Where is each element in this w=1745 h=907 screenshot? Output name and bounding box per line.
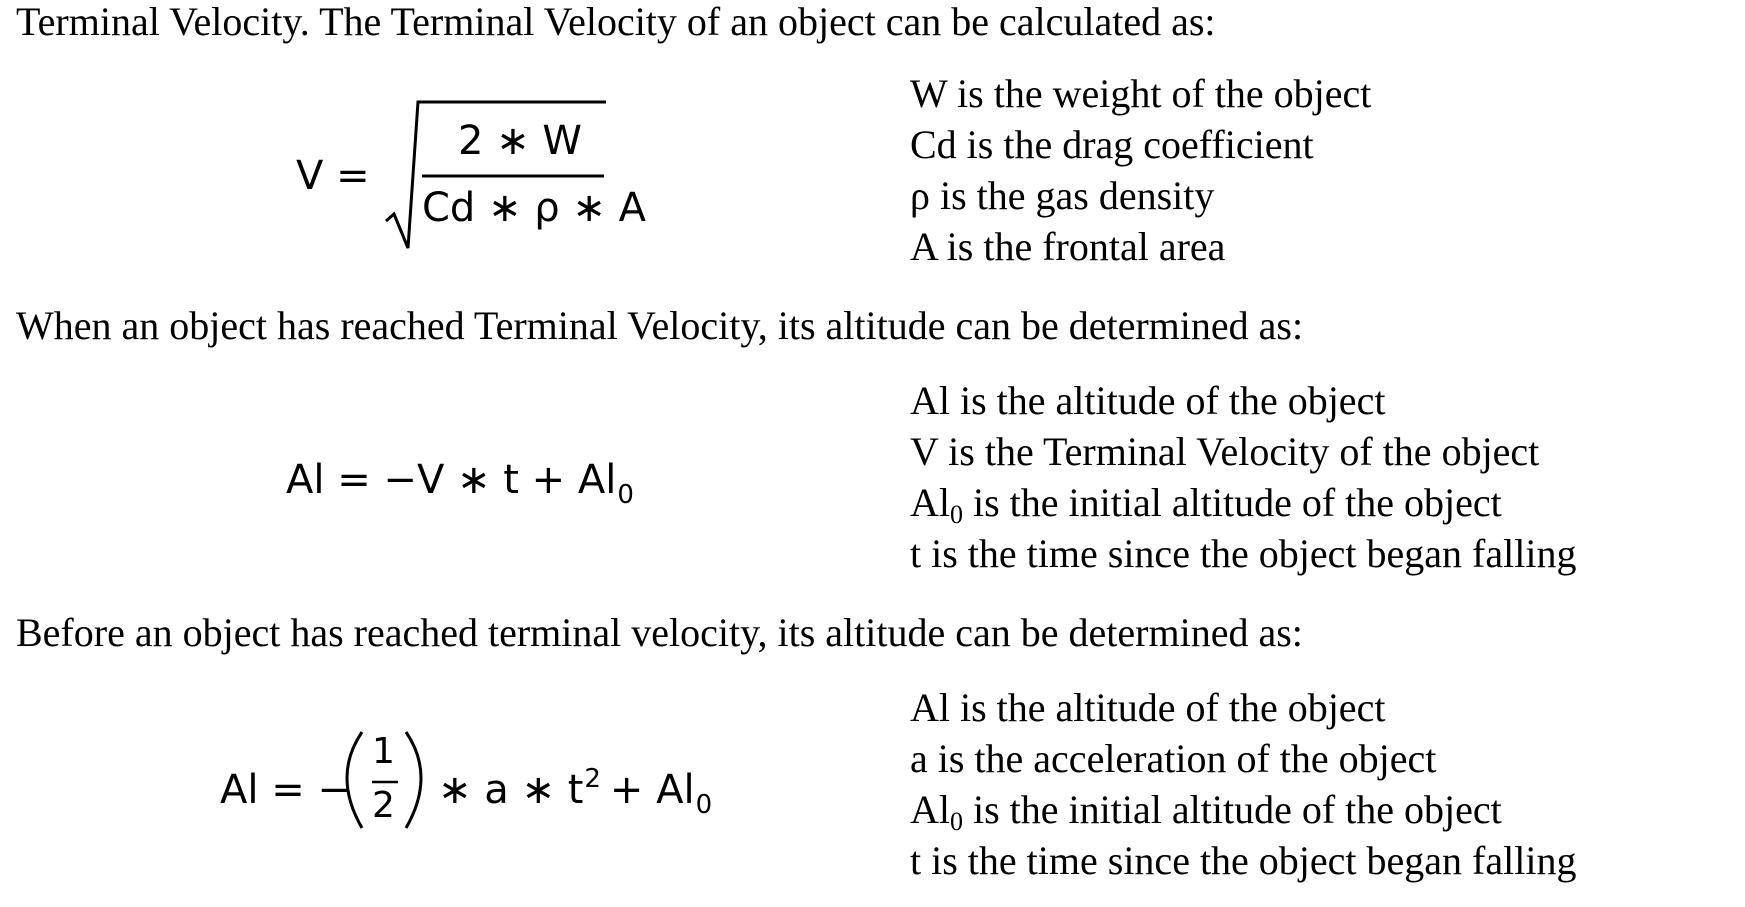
definition-line: Al is the altitude of the object xyxy=(910,685,1386,730)
definition-line: t is the time since the object began falling xyxy=(910,838,1577,883)
definition-line: Al0 is the initial altitude of the object xyxy=(910,787,1502,837)
formula2-subscript: 0 xyxy=(617,480,634,510)
heading-terminal-velocity: Terminal Velocity. The Terminal Velocity of an object can be calculated as: xyxy=(16,0,1216,44)
definition-line: W is the weight of the object xyxy=(910,71,1372,116)
definition-line: Al0 is the initial altitude of the object xyxy=(910,480,1502,530)
definition-line: V is the Terminal Velocity of the object xyxy=(910,429,1540,474)
formula3-frac-denominator: 2 xyxy=(372,785,395,826)
definition-line: a is the acceleration of the object xyxy=(910,736,1437,781)
formula1-denominator: Cd ∗ ρ ∗ A xyxy=(422,185,646,231)
definitions-altitude-terminal xyxy=(910,375,1576,579)
definition-line: Al is the altitude of the object xyxy=(910,378,1386,423)
definition-line: Cd is the drag coefficient xyxy=(910,122,1314,167)
heading-altitude-terminal: When an object has reached Terminal Velocity, its altitude can be determined as: xyxy=(16,303,1304,348)
heading-altitude-before-terminal: Before an object has reached terminal velocity, its altitude can be determined as: xyxy=(16,610,1303,655)
formula1-numerator: 2 ∗ W xyxy=(458,118,582,164)
definitions-altitude-before-terminal xyxy=(910,682,1576,886)
definitions-terminal-velocity xyxy=(910,68,1371,272)
formula3-lhs: Al = − xyxy=(220,767,351,813)
formula3-rest: ∗ a ∗ $t^2 + Al_0$ xyxy=(438,764,713,820)
formula1-lhs: V = xyxy=(296,153,370,199)
formula2-body: Al = −V ∗ t + Al xyxy=(286,457,617,503)
definition-line: t is the time since the object began falling xyxy=(910,531,1577,576)
formula-terminal-velocity xyxy=(296,96,646,256)
definition-line: ρ is the gas density xyxy=(910,173,1215,218)
formula-altitude-terminal xyxy=(286,457,634,510)
formula3-frac-numerator: 1 xyxy=(372,731,395,772)
definition-line: A is the frontal area xyxy=(910,224,1226,269)
formula-altitude-before-terminal xyxy=(220,724,713,844)
